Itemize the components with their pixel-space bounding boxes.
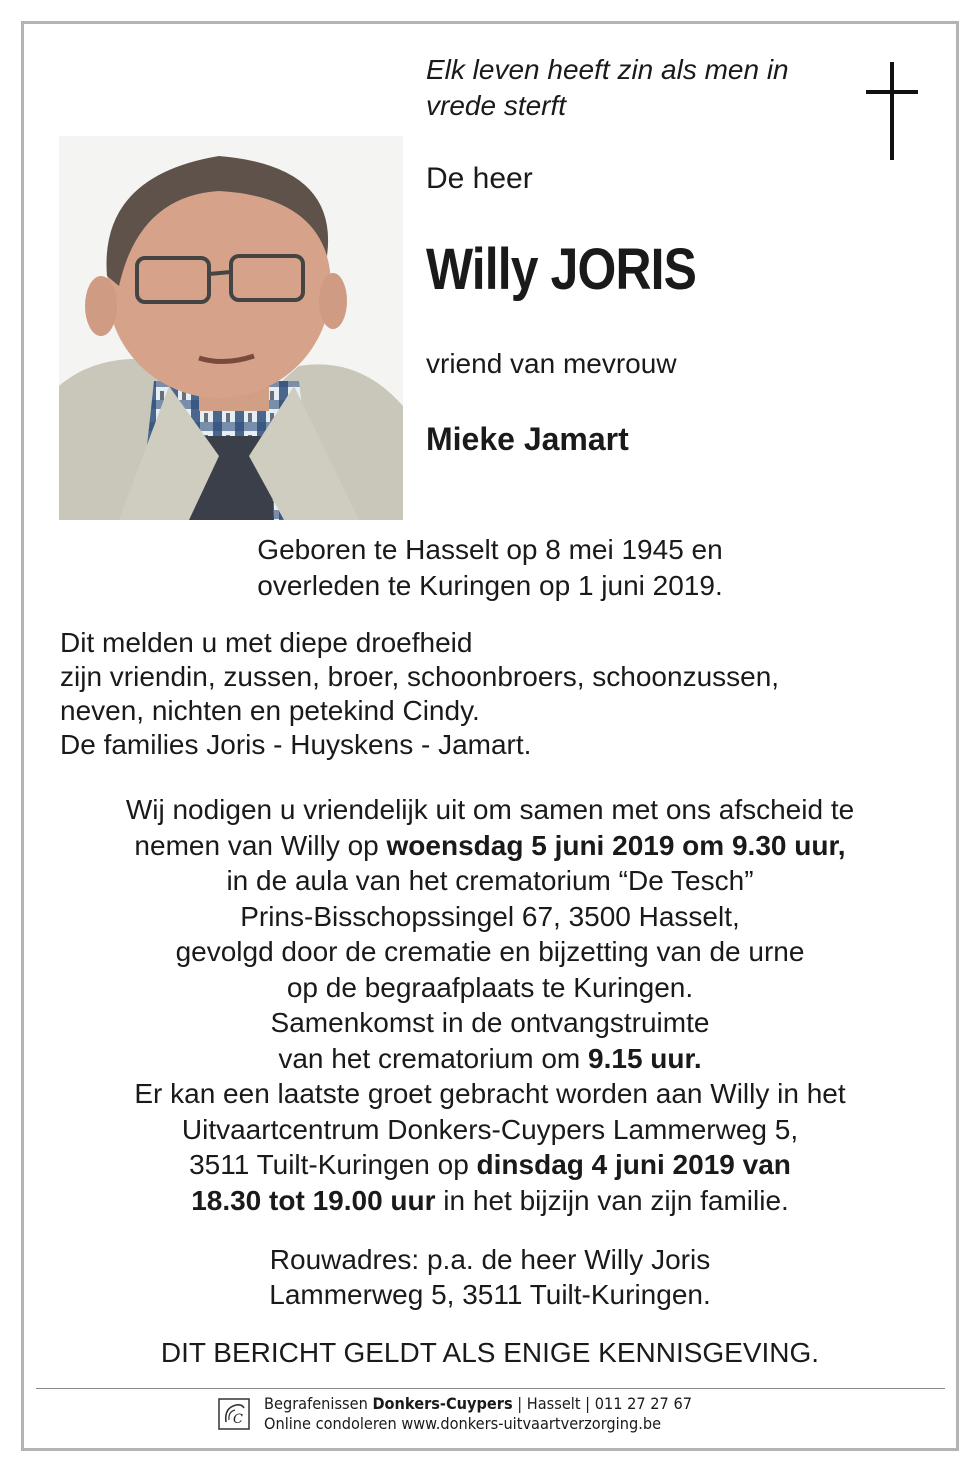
footer-divider [36,1388,945,1389]
invite-text: in het bijzijn van zijn familie. [435,1184,789,1216]
gathering-time: 9.15 uur. [588,1042,702,1074]
invite-line: in de aula van het crematorium “De Tesch” [226,865,754,896]
portrait-photo [59,136,403,520]
relation-text: vriend van mevrouw [426,348,677,379]
svg-text:C: C [233,1412,243,1427]
invite-line: Wij nodigen u vriendelijk uit om samen met ons afscheid te [125,794,855,825]
invite-line: op de begraafplaats te Kuringen. [286,971,694,1003]
invite-text: van het crematorium om [278,1042,589,1074]
latin-cross-icon [862,62,922,160]
invite-line [0,1147,980,1183]
ceremony-date: woensdag 5 juni 2019 om 9.30 uur, [386,829,846,861]
sole-notice: DIT BERICHT GELDT ALS ENIGE KENNISGEVING. [160,1337,820,1368]
announce-line: neven, nichten en petekind Cindy. [60,695,480,726]
motto-line: Elk leven heeft zin als men in [426,54,789,85]
announce-line: zijn vriendin, zussen, broer, schoonbroers, schoonzussen, [60,661,780,692]
viewing-time: 18.30 tot 19.00 uur [191,1184,436,1216]
invite-line: Samenkomst in de ontvangstruimte [270,1007,710,1038]
announce-line: De families Joris - Huyskens - Jamart. [60,729,532,760]
viewing-date: dinsdag 4 juni 2019 van [476,1149,791,1180]
footer-website-line[interactable]: Online condoleren www.donkers-uitvaartverzorging.be [264,1414,662,1433]
born-line: Geboren te Hasselt op 8 mei 1945 en [257,534,723,565]
motto-line: vrede sterft [426,90,567,121]
address-line: Lammerweg 5, 3511 Tuilt-Kuringen. [269,1279,711,1310]
invite-line: Er kan een laatste groet gebracht worden aan Willy in het [134,1078,846,1109]
funeral-home-logo-icon [218,1398,250,1430]
invite-line: gevolgd door de crematie en bijzetting van de urne [175,936,805,967]
deceased-name: Willy JORIS [426,237,697,302]
footer-contact: | Hasselt | 011 27 27 67 [512,1394,692,1413]
ceremony-invitation [0,792,980,1218]
motto [426,52,846,124]
invite-text: 3511 Tuilt-Kuringen op [189,1149,477,1180]
announce-line: Dit melden u met diepe droefheid [60,627,473,658]
footer-line [264,1394,692,1414]
partner-name: Mieke Jamart [426,421,629,457]
invite-line [0,1183,980,1219]
born-line: overleden te Kuringen op 1 juni 2019. [257,570,723,601]
invite-line [0,828,980,864]
address-line: Rouwadres: p.a. de heer Willy Joris [269,1244,711,1275]
announcement [60,626,920,762]
funeral-home-name: Donkers-Cuypers [372,1394,513,1413]
footer-text [264,1394,692,1434]
invite-line [0,1041,980,1077]
invite-text: nemen van Willy op [134,829,387,861]
footer-label: Begrafenissen [264,1394,373,1413]
mourning-address [0,1242,980,1312]
invite-line: Uitvaartcentrum Donkers-Cuypers Lammerweg 5, [181,1113,799,1145]
birth-death-dates [0,532,980,604]
honorific: De heer [426,162,533,195]
invite-line: Prins-Bisschopssingel 67, 3500 Hasselt, [240,900,740,932]
